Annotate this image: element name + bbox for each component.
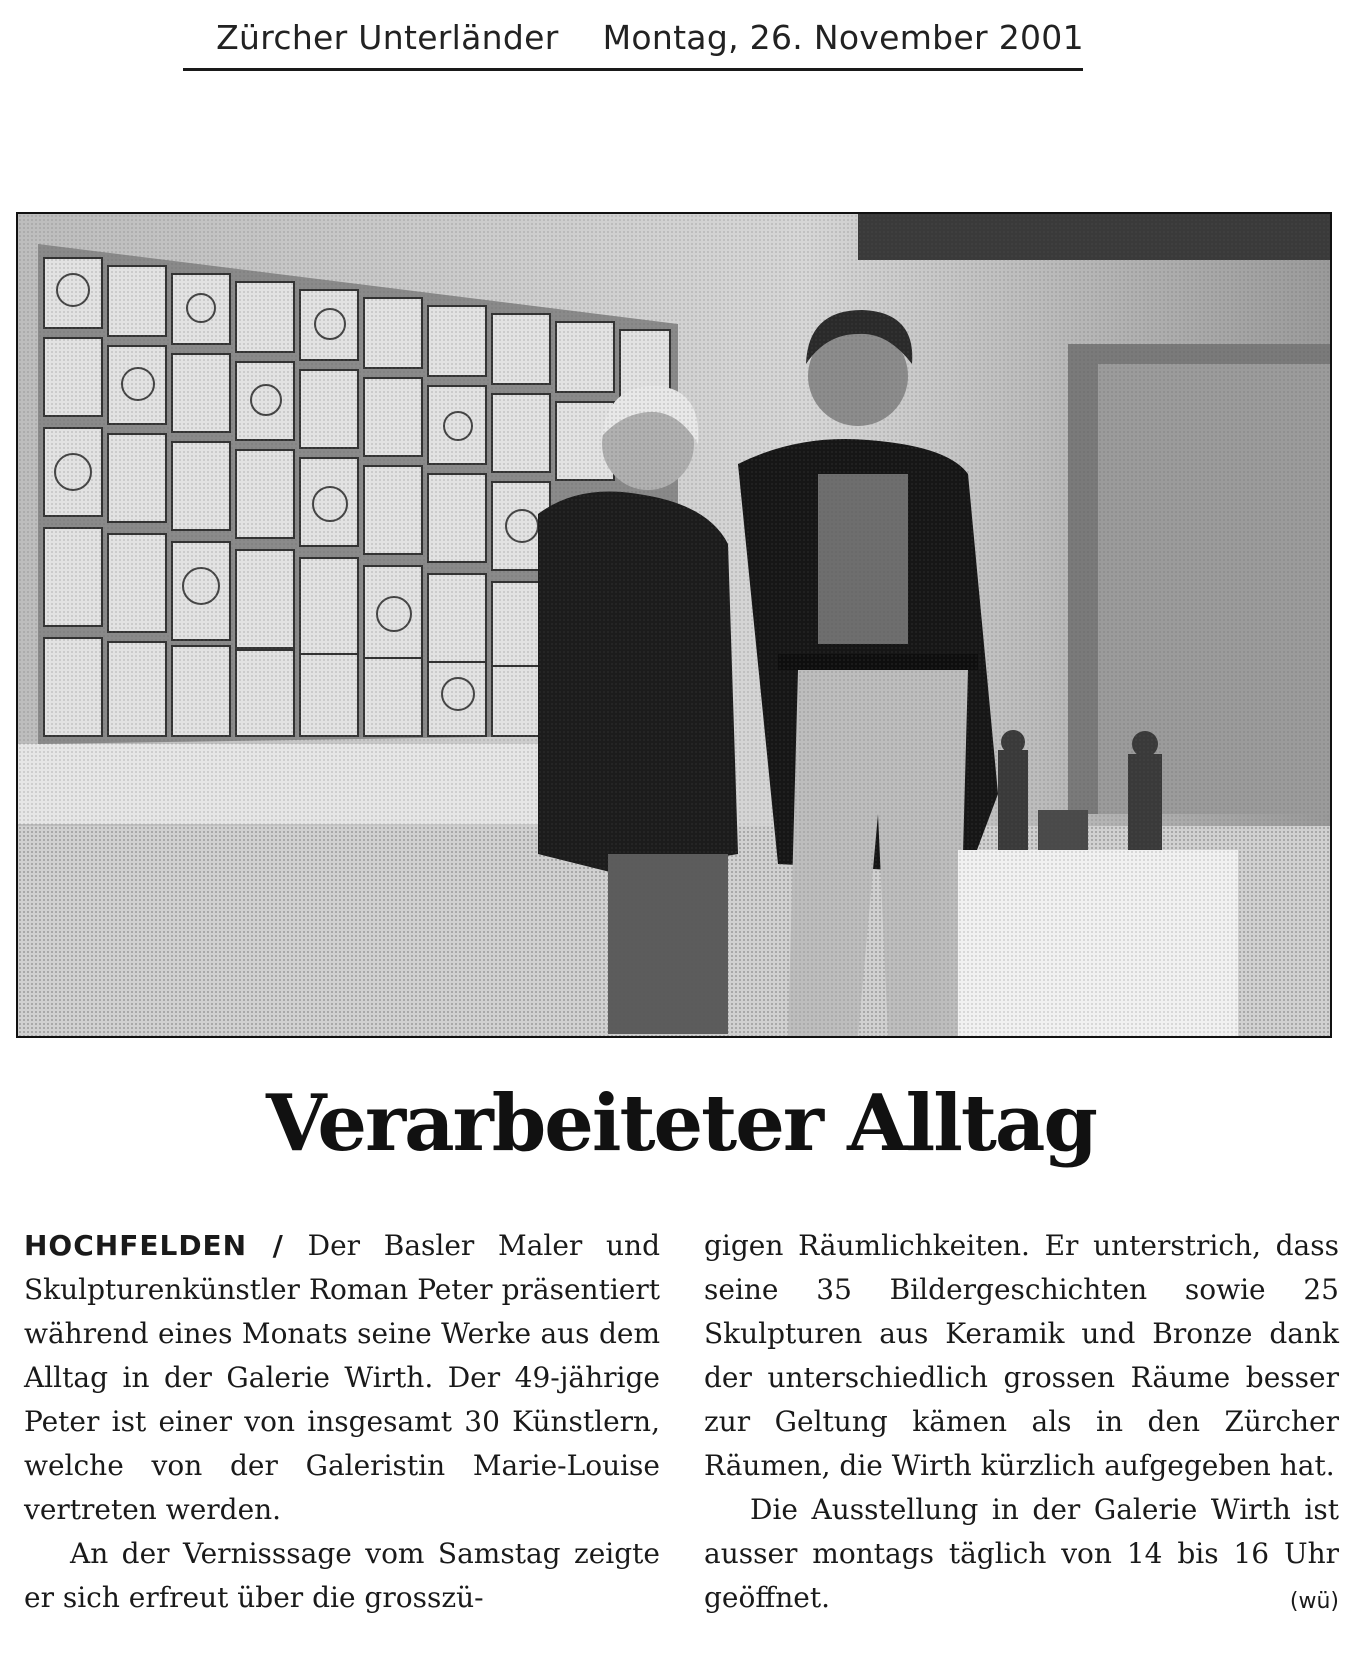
paragraph-3 xyxy=(704,1488,1339,1620)
article-column-left xyxy=(24,1224,660,1620)
dateline: HOCHFELDEN / xyxy=(24,1229,284,1262)
paragraph-2-cont: gigen Räumlichkeiten. Er unterstrich, dass seine 35 Bildergeschichten sowie 25 Skulpturen aus Keramik und Bronze dank der unterschiedlich grossen Räume besser zur Geltung kämen als in den Zürcher Räumen, die Wirth kürzlich aufgegeben hat. xyxy=(704,1229,1339,1482)
article-column-right xyxy=(704,1224,1339,1624)
article-photo xyxy=(16,212,1332,1038)
headline: Verarbeiteter Alltag xyxy=(266,1078,1096,1169)
masthead-rule xyxy=(183,68,1083,71)
lead-paragraph xyxy=(24,1224,660,1532)
newspaper-name: Zürcher Unterländer xyxy=(216,18,559,57)
paragraph-2-start: An der Vernisssage vom Samstag zeigte er sich erfreut über die grosszü- xyxy=(24,1537,660,1614)
issue-date: Montag, 26. November 2001 xyxy=(602,18,1084,57)
author-credit: (wü) xyxy=(1289,1589,1339,1614)
masthead xyxy=(180,18,1120,57)
paragraph-1: Der Basler Maler und Skulpturenkünstler Roman Peter präsentiert während eines Monats seine Werke aus dem Alltag in der Galerie Wirth. Der 49-jährige Peter ist einer von insgesamt 30 Künstlern, welche von der Galeristin Marie-Louise vertreten werden. xyxy=(24,1229,661,1526)
paragraph-3-text: Die Ausstellung in der Galerie Wirth ist ausser montags täglich von 14 bis 16 Uhr geöffnet. xyxy=(704,1493,1339,1614)
